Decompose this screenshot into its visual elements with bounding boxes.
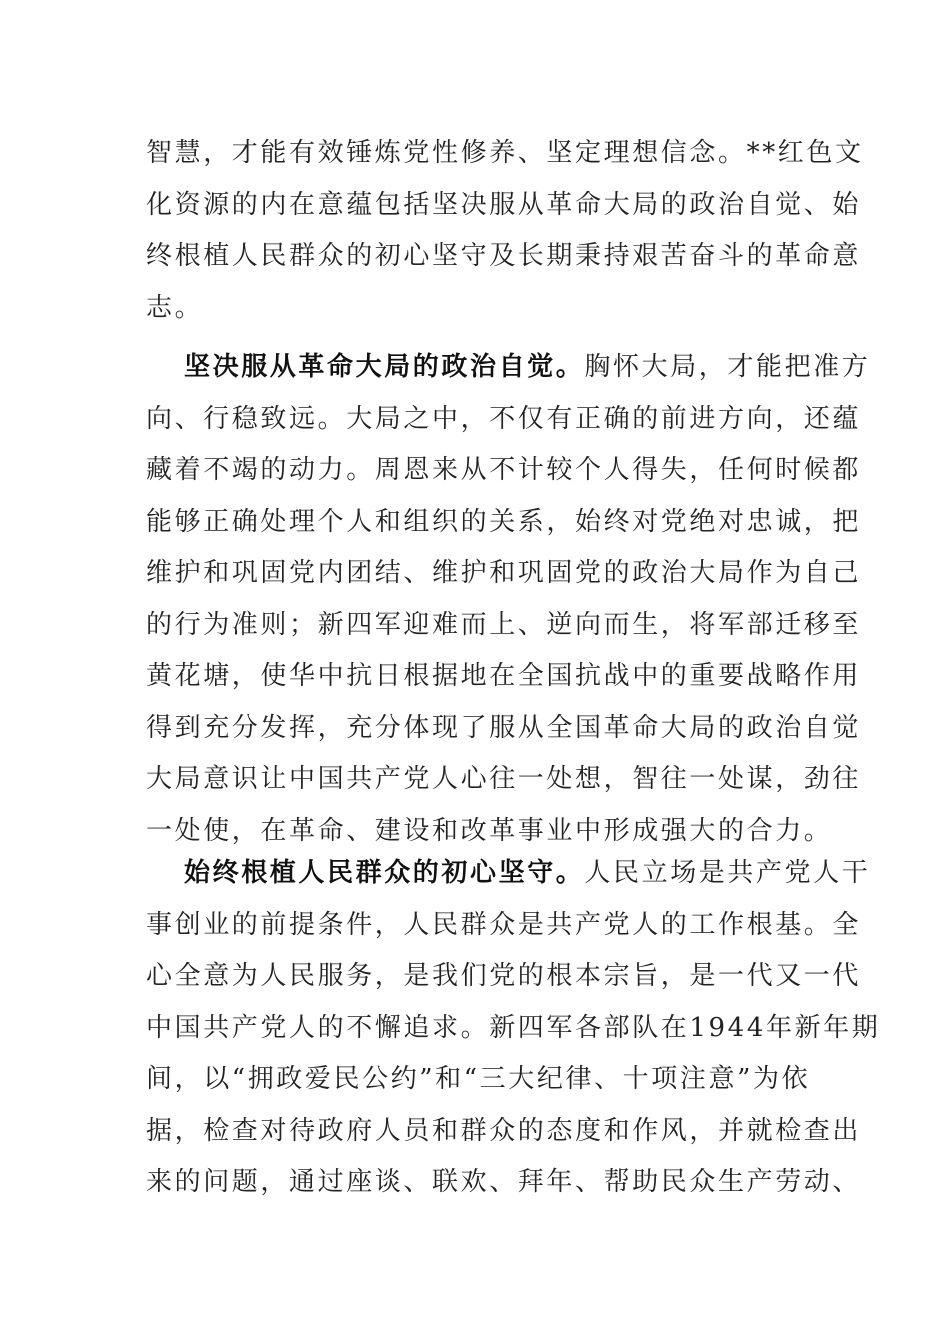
text-line: 一处使，在革命、建设和改革事业中形成强大的合力。 xyxy=(146,815,833,846)
text-line-rest: 人民立场是共产党人干 xyxy=(584,858,871,888)
text-line: 大局意识让中国共产党人心往一处想，智往一处谋，劲往 xyxy=(146,764,862,794)
text-line-rest: 胸怀大局，才能把准方 xyxy=(584,352,871,382)
text-line: 中国共产党人的不懈追求。新四军各部队在1944年新年期 xyxy=(146,1012,881,1043)
paragraph-intro xyxy=(146,128,864,334)
text-line: 黄花塘，使华中抗日根据地在全国抗战中的重要战略作用 xyxy=(146,661,862,691)
text-line: 心全意为人民服务，是我们党的根本宗旨，是一代又一代 xyxy=(146,961,862,991)
paragraph-political-consciousness xyxy=(146,342,871,857)
paragraph-people-rooted xyxy=(146,848,881,1209)
text-line: 的行为准则；新四军迎难而上、逆向而生，将军部迁移至 xyxy=(146,609,862,640)
text-line: 据，检查对待政府人员和群众的态度和作风，并就检查出 xyxy=(146,1115,862,1146)
paragraph-heading: 坚决服从革命大局的政治自觉。 xyxy=(184,352,585,382)
text-line: 藏着不竭的动力。周恩来从不计较个人得失，任何时候都 xyxy=(146,455,862,485)
text-line: 化资源的内在意蕴包括坚决服从革命大局的政治自觉、始 xyxy=(146,189,862,220)
text-line: 智慧，才能有效锤炼党性修养、坚定理想信念。**红色文 xyxy=(146,138,864,168)
text-line: 间，以“拥政爱民公约”和“三大纪律、十项注意”为依 xyxy=(146,1064,811,1094)
text-line: 维护和巩固党内团结、维护和巩固党的政治大局作为自己 xyxy=(146,558,862,588)
text-line: 事创业的前提条件，人民群众是共产党人的工作根基。全 xyxy=(146,909,862,940)
text-line: 得到充分发挥，充分体现了服从全国革命大局的政治自觉 xyxy=(146,712,862,743)
text-line: 志。 xyxy=(146,292,204,323)
paragraph-heading: 始终根植人民群众的初心坚守。 xyxy=(184,858,585,888)
text-line-first xyxy=(146,342,871,394)
text-line: 向、行稳致远。大局之中，不仅有正确的前进方向，还蕴 xyxy=(146,403,862,434)
text-line: 终根植人民群众的初心坚守及长期秉持艰苦奋斗的革命意 xyxy=(146,241,862,271)
text-line-first xyxy=(146,848,871,900)
text-line: 来的问题，通过座谈、联欢、拜年、帮助民众生产劳动、 xyxy=(146,1167,862,1197)
text-line: 能够正确处理个人和组织的关系，始终对党绝对忠诚，把 xyxy=(146,506,862,537)
